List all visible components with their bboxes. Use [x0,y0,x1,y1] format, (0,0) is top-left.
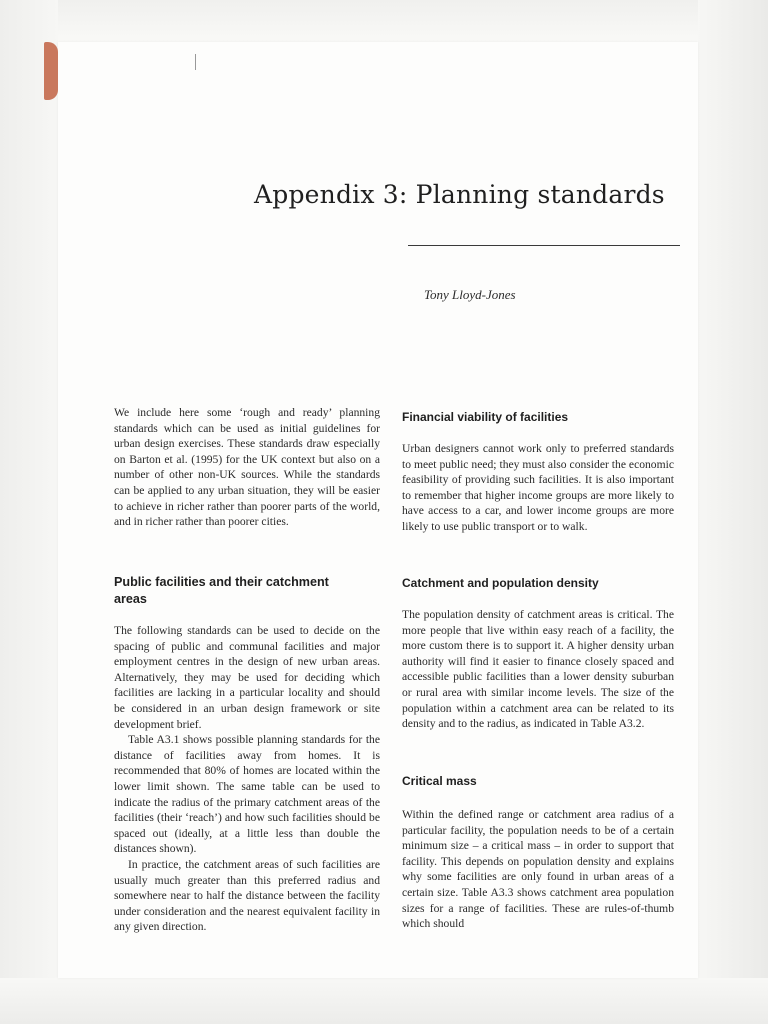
left-body-block [114,623,380,935]
paragraph-financial-viability: Urban designers cannot work only to preferred standards to meet public need; they must also consider the economic feasibility of providing such facilities. It is also important to remember that higher income groups are more likely to have access to a car, and lower income groups are more likely to use public transport or to walk. [402,442,674,533]
right-heading-financial [402,409,674,425]
left-heading-block [114,574,344,608]
intro-paragraph: We include here some ‘rough and ready’ planning standards which can be used as initial guidelines for urban design exercises. These standards draw especially on Barton et al. (1995) for the UK context but also on a number of other non-UK sources. While the standards can be applied to any urban situation, they will be easier to achieve in richer rather than poorer parts of the world, and in richer rather than poorer cities. [114,406,380,529]
title-rule [408,245,680,246]
right-heading-catchment [402,575,674,591]
section-heading-public-facilities: Public facilities and their catchment areas [114,575,329,606]
paragraph-table-a3-1: Table A3.1 shows possible planning standards for the distance of facilities away from homes. It is recommended that 80% of homes are located within the lower limit shown. The same table can be used to indicate the radius of the primary catchment areas of the facilities (their ‘reach’) and how such facilities should be spaced out (ideally, at a little less than double the distances shown). [114,733,380,856]
heading-critical-mass: Critical mass [402,774,477,788]
photo-background-left [0,0,58,1024]
heading-catchment-density: Catchment and population density [402,576,599,590]
paragraph-following-standards: The following standards can be used to decide on the spacing of public and communal facilities and major employment centres in the design of new urban areas. Alternatively, they may be used for deciding which facilities are lacking in a particular locality and should be considered in an urban design framework or site development brief. [114,624,380,731]
page-title: Appendix 3: Planning standards [254,180,665,209]
heading-financial-viability: Financial viability of facilities [402,410,569,424]
paragraph-catchment-density: The population density of catchment areas is critical. The more people that live within easy reach of a facility, the more custom there is to support it. A higher density urban authority will find it easier to finance closely spaced and accessible public facilities than a lower density suburban or rural area with similar income levels. The size of the population within a catchment area can be related to its density and to the radius, as indicated in Table A3.2. [402,608,674,731]
author-name: Tony Lloyd-Jones [424,287,516,302]
paragraph-in-practice: In practice, the catchment areas of such facilities are usually much greater than this preferred radius and somewhere near to half the distance between the facility under consideration and the nearest equivalent facility in any given direction. [114,857,380,934]
photo-background-top [0,0,768,42]
photo-background-bottom [0,978,768,1024]
right-block-catchment [402,607,674,732]
finger-mark [44,42,58,100]
photo-background-right [698,0,768,1024]
right-heading-critical [402,773,674,789]
right-block-financial [402,441,674,535]
right-block-critical [402,807,674,932]
paragraph-critical-mass: Within the defined range or catchment area radius of a particular facility, the population needs to be of a certain minimum size – a critical mass – in order to support that facility. This depends on population density and explains why some facilities are only found in urban areas of a certain size. Table A3.3 shows catchment area population sizes for a range of facilities. These are rules-of-thumb which should [402,808,674,931]
bleed-through-mark [195,54,196,70]
left-column [114,405,380,530]
